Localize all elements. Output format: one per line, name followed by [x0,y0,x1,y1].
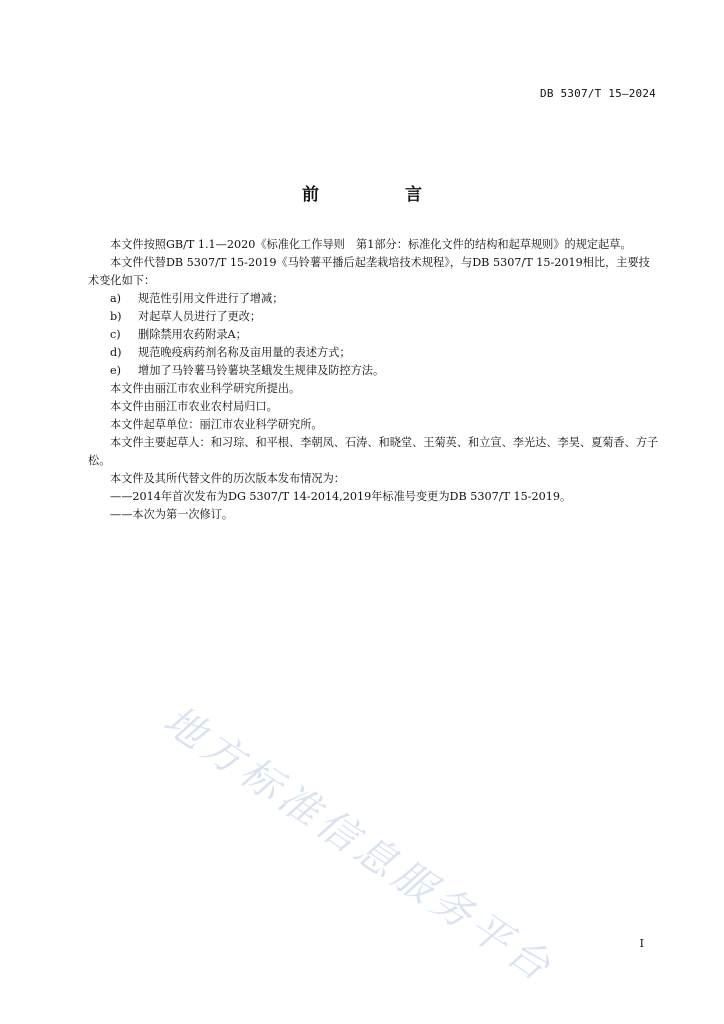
paragraph-replacement: 本文件代替DB 5307/T 15-2019《马铃薯平播后起垄栽培技术规程》，与DB 5307/T 15-2019相比，主要技术变化如下： [88,256,650,287]
document-code: DB 5307/T 15—2024 [540,87,656,100]
list-item-text: 增加了马铃薯马铃薯块茎蛾发生规律及防控方法。 [138,364,385,377]
list-item-text: 规范性引用文件进行了增减； [138,292,284,305]
list-item-text: 对起草人员进行了更改； [138,310,262,323]
page-title: 前 言 [302,185,462,205]
paragraph-version-history: 本文件及其所代替文件的历次版本发布情况为： [110,472,345,485]
list-marker: d) [110,346,122,359]
paragraph-proposer: 本文件由丽江市农业科学研究所提出。 [110,382,301,395]
list-item [88,290,660,308]
watermark: 地方标准信息服务平台 [155,697,563,993]
paragraph-administrator: 本文件由丽江市农业农村局归口。 [110,400,278,413]
list-item [88,308,660,326]
paragraph-drafting-unit: 本文件起草单位：丽江市农业科学研究所。 [110,418,323,431]
paragraph-history-current: ——本次为第一次修订。 [110,508,234,521]
page-number: I [639,937,644,950]
paragraph-history-2014: ——2014年首次发布为DG 5307/T 14-2014,2019年标准号变更为DB 5307/T 15-2019。 [110,490,572,503]
list-marker: e) [110,364,121,377]
list-marker: a) [110,292,122,305]
list-item [88,326,660,344]
list-item-text: 删除禁用农药附录A； [138,328,247,341]
list-item [88,362,660,380]
list-item-text: 规范晚疫病药剂名称及亩用量的表述方式； [138,346,351,359]
paragraph-drafting-basis: 本文件按照GB/T 1.1—2020《标准化工作导则 第1部分：标准化文件的结构和起草规则》的规定起草。 [110,238,632,251]
paragraph-drafters: 本文件主要起草人：和习琮、和平根、李朝凤、石涛、和晓堂、王菊英、和立宣、李光达、李昊、夏菊香、方子松。 [88,436,659,467]
list-marker: c) [110,328,121,341]
list-marker: b) [110,310,122,323]
foreword-body [88,236,660,524]
list-item [88,344,660,362]
